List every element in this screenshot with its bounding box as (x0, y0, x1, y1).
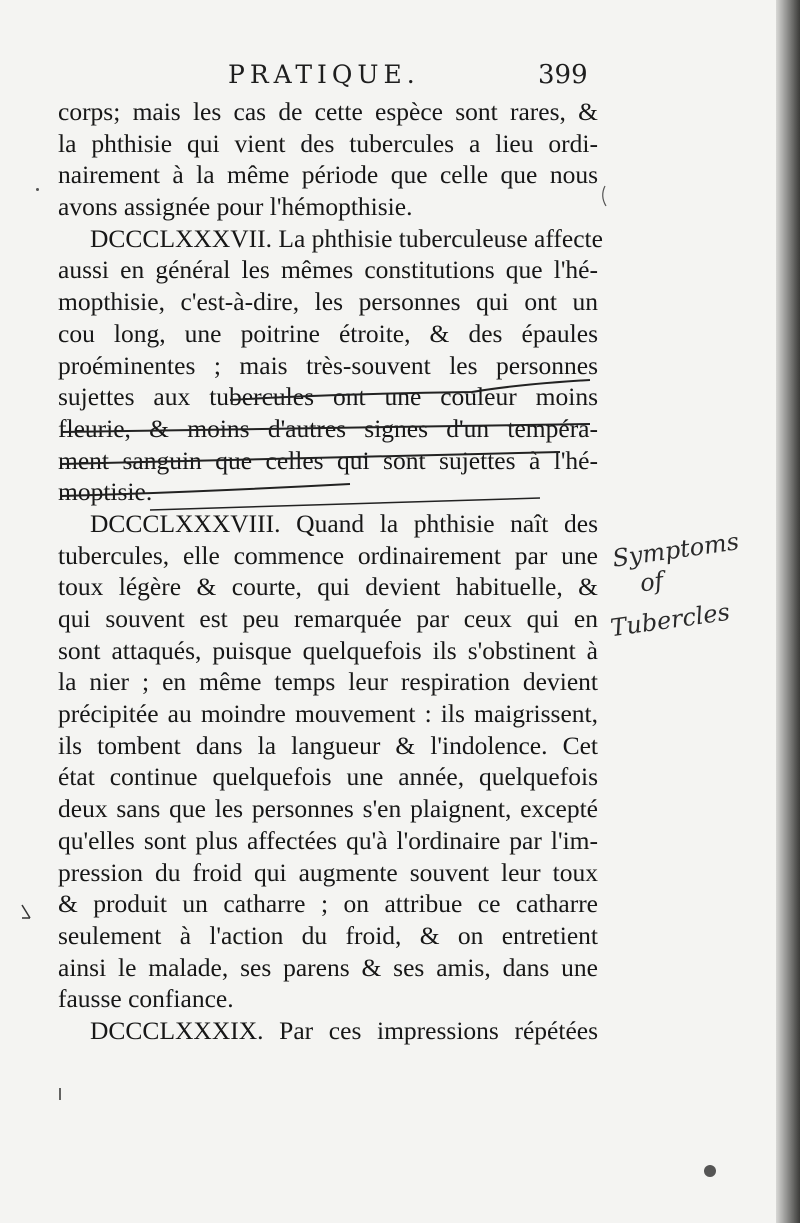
text-line: fausse confiance. (58, 984, 234, 1014)
text-line: avons assignée pour l'hémopthisie. (58, 192, 413, 222)
ink-speck (704, 1165, 716, 1177)
text-line: ainsi le malade, ses parens & ses amis, dans une (58, 952, 598, 982)
text-line: précipitée au moindre mouvement : ils maigrissent, (58, 699, 598, 729)
text-line: moptisie. (58, 477, 153, 507)
paragraph-start-line: DCCCLXXXVIII. Quand la phthisie naît des (90, 508, 598, 538)
margin-mark (603, 186, 606, 206)
text-line: ils tombent dans la langueur & l'indolence. Cet (58, 730, 598, 760)
underline-stroke (150, 498, 540, 510)
underline-stroke (62, 484, 350, 496)
paragraph-start-line: DCCCLXXXVII. La phthisie tuberculeuse affecte (90, 223, 603, 253)
margin-note: Tubercles (608, 597, 732, 643)
text-line: qui souvent est peu remarquée par ceux qui en (58, 604, 598, 633)
margin-note: Symptoms (610, 527, 741, 573)
text-line: état continue quelquefois une année, quelquefois (58, 762, 598, 792)
page-number: 399 (538, 60, 588, 90)
ink-speck (36, 188, 39, 191)
underline-stroke (62, 452, 560, 464)
text-line: toux légère & courte, qui devient habituelle, & (58, 572, 598, 602)
text-line: tubercules, elle commence ordinairement par une (58, 540, 598, 570)
text-line: mopthisie, c'est-à-dire, les personnes qui ont un (58, 287, 598, 317)
text-line: sont attaqués, puisque quelquefois ils s'obstinent à (58, 635, 598, 665)
underline-stroke (62, 424, 590, 432)
running-title: PRATIQUE. (228, 60, 420, 89)
text-line: aussi en général les mêmes constitutions que l'hé- (58, 255, 598, 285)
underline-stroke (230, 380, 590, 400)
text-line: cou long, une poitrine étroite, & des épaules (58, 318, 598, 348)
paragraph-start-line: DCCCLXXXIX. Par ces impressions répétées (90, 1015, 598, 1045)
text-line: seulement à l'action du froid, & on entretient (58, 920, 598, 950)
text-line: pression du froid qui augmente souvent leur toux (58, 857, 598, 887)
text-line: corps; mais les cas de cette espèce sont rares, & (58, 97, 598, 126)
text-line: fleurie, & moins d'autres signes d'un tempéra- (58, 413, 598, 443)
text-line: ment sanguin que celles qui sont sujettes à l'hé- (58, 445, 598, 475)
text-line: la phthisie qui vient des tubercules a lieu ordi- (58, 128, 598, 158)
text-line: proéminentes ; mais très-souvent les personnes (58, 350, 598, 380)
text-line: la nier ; en même temps leur respiration devient (58, 667, 598, 697)
text-line: sujettes aux tubercules ont une couleur moins (58, 382, 598, 412)
text-line: deux sans que les personnes s'en plaignent, excepté (58, 794, 598, 824)
text-line: nairement à la même période que celle que nous (58, 160, 598, 190)
margin-note: of (638, 566, 666, 598)
margin-mark (22, 905, 30, 918)
text-line: qu'elles sont plus affectées qu'à l'ordinaire par l'im- (58, 825, 598, 855)
text-line: & produit un catharre ; on attribue ce catharre (58, 889, 598, 919)
